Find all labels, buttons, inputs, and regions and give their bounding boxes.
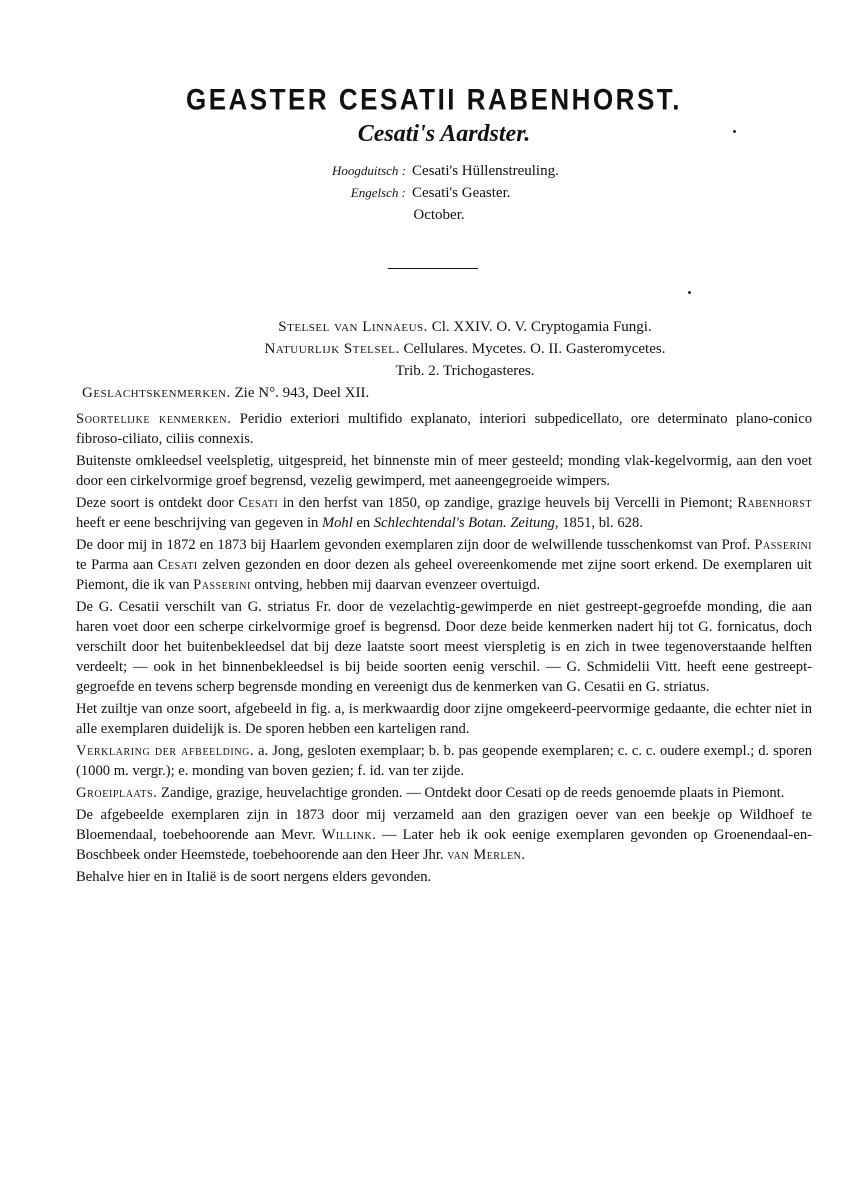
text-run: . [521,847,526,863]
text-run: De door mij in 1872 en 1873 bij Haarlem gevonden exemplaren zijn door de welwillende tusschenkomst van Prof. [76,537,755,553]
paragraph-plate-explanation [76,741,812,781]
paragraph-habitat [76,783,812,803]
text-run: De afgebeelde exemplaren zijn in 1873 door mij verzameld aan den grazigen oever van een beekje op Wildhoef te Bloemendaal, toebehoorende aan Mevr. [76,807,812,843]
paragraph-text: Peridio exteriori multifido explanato, interiori subpedicellato, ore determinato plano-conico fibroso-ciliato, ciliis connexis. [76,411,813,447]
paragraph-column: Het zuiltje van onze soort, afgebeeld in fig. a, is merkwaardig door zijne omgekeerd-peervormige gedaante, die echter niet in alle exemplaren duidelijk is. De sporen hebben een karteligen rand. [76,701,812,737]
person-name: Cesati [238,495,279,511]
person-name: Passerini [754,537,812,553]
text-run: ontving, hebben mij daarvan evenzeer overtuigd. [250,577,541,593]
print-speck [733,130,736,133]
paragraph-description: Buitenste omkleedsel veelspletig, uitgespreid, het binnenste min of meer gesteeld; monding vlak-kegelvormig, aan den voet door een cirkelvormige groef begrensd, vezelig gewimperd, met aaneengegroeide wimpers. [76,453,812,489]
text-run: en [352,515,374,531]
person-name: Cesati [157,557,198,573]
paragraph-text: Zandige, grazige, heuvelachtige gronden. — Ontdekt door Cesati op de reeds genoemde plaats in Piemont. [157,785,785,801]
citation: Mohl [321,515,353,531]
month-label: October. [413,207,465,223]
text-run: zelven gezonden en door dezen als geheel overeenkomende met zijne soort erkend. De exemplaren uit Piemont, die ik van [76,557,812,593]
text-run: , 1851, bl. 628. [554,515,643,531]
classification-linnaeus [80,316,820,338]
classification-value: Cellulares. Mycetes. O. II. Gasteromycetes. [399,341,666,357]
text-run: in den herfst van 1850, op zandige, grazige heuvels bij Vercelli in Piemont; [278,495,738,511]
paragraph-haarlem [76,535,812,595]
paragraph-collection [76,805,812,865]
classification-block [80,316,820,404]
synonym-label: Engelsch : [350,185,406,200]
page-title: GEASTER CESATII RABENHORST. [185,81,683,117]
divider [388,268,478,269]
person-name: Willink [321,827,373,843]
print-speck [688,291,691,294]
classification-value: Zie N°. 943, Deel XII. [230,385,370,401]
paragraph-distribution: Behalve hier en in Italië is de soort nergens elders gevonden. [76,869,432,885]
page-subtitle: Cesati's Aardster. [357,121,531,147]
synonym-german [0,160,868,182]
paragraph-lead: Verklaring der afbeelding. [76,743,255,759]
paragraph-discovery [76,493,812,533]
person-name: Rabenhorst [737,495,812,511]
synonym-value: Cesati's Geaster. [412,185,511,201]
synonym-english [0,182,868,204]
text-run: Deze soort is ontdekt door [76,495,239,511]
classification-tribe: Trib. 2. Trichogasteres. [395,363,535,379]
text-run: heeft er eene beschrijving van gegeven in [76,515,322,531]
classification-natural [80,338,820,360]
citation: Schlechtendal's Botan. Zeitung [373,515,555,531]
synonym-value: Cesati's Hüllenstreuling. [412,163,559,179]
paragraph-text: a. Jong, gesloten exemplaar; b. b. pas geopende exemplaren; c. c. c. oudere exempl.; d. sporen (1000 m. vergr.); e. monding van boven gezien; f. id. van ter zijde. [76,743,812,779]
paragraph-lead: Soortelijke kenmerken. [76,411,232,427]
classification-label: Stelsel van Linnaeus. [278,319,428,335]
classification-label: Natuurlijk Stelsel. [264,341,400,357]
paragraph-lead: Groeiplaats. [76,785,158,801]
text-run: . — Later heb ik ook eenige exemplaren gevonden op Groenendaal-en-Boschbeek onder Heemstede, toebehoorende aan den Heer Jhr. [76,827,812,863]
classification-value: Cl. XXIV. O. V. Cryptogamia Fungi. [427,319,652,335]
paragraph-comparison: De G. Cesatii verschilt van G. striatus Fr. door de vezelachtig-gewimperde en niet gestreept-gegroefde monding, die aan haren voet door een scherpe cirkelvormige groef is begrensd. Door deze beide kenmerken nadert hij tot G. fornicatus, doch verschilt door het buitenbekleedsel dat bij deze laatste soort meest vierspletig is en zich in twee tegenoverstaande helften verdeelt; — ook in het binnenbekleedsel is bij beide soorten eenig verschil. — G. Schmidelii Vitt. heeft eene gestreept-gegroefde en tevens scherp begrensde monding en vereenigt dus de kenmerken van G. Cesatii en G. striatus. [76,599,812,695]
body-text [76,409,812,889]
classification-label: Geslachtskenmerken. [82,385,231,401]
person-name: Passerini [193,577,251,593]
paragraph-species-characters [76,409,812,449]
synonyms-block [0,160,868,226]
classification-genus [82,382,820,404]
synonym-label: Hoogduitsch : [331,163,406,178]
text-run: te Parma aan [76,557,158,573]
person-name: van Merlen [447,847,522,863]
